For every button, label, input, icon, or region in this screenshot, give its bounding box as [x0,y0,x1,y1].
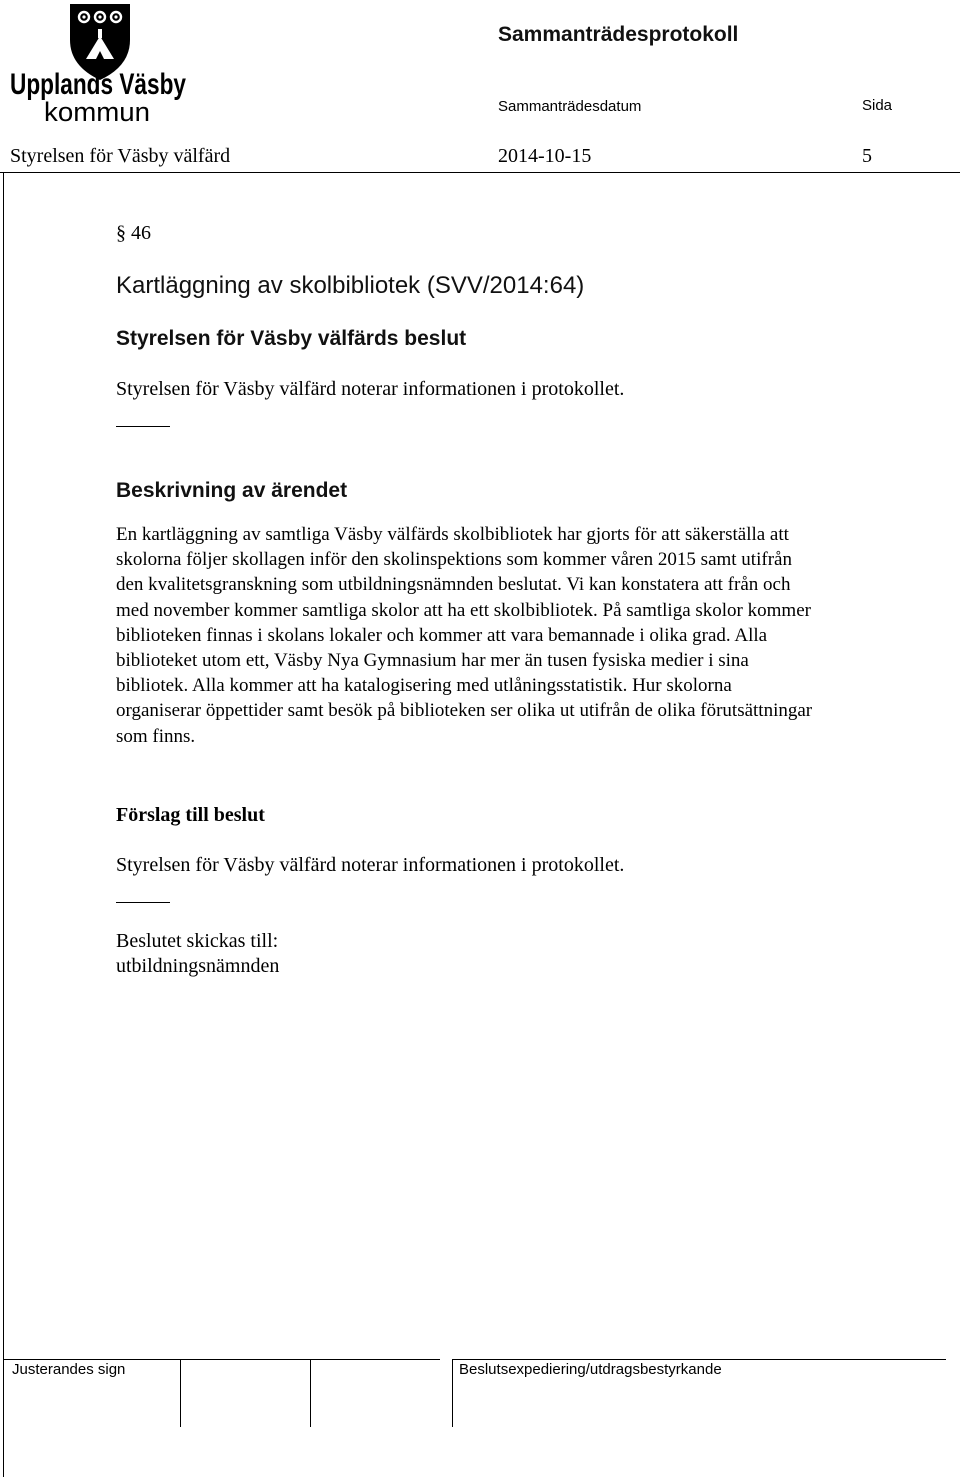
section-divider [116,426,170,427]
signature-box-divider [452,1359,453,1427]
description-line: organiserar öppettider samt besök på biblioteken ser olika ut utifrån de olika förutsättningar [116,700,813,722]
description-line: med november kommer samtliga skolor att ha ett skolbibliotek. På samtliga skolor kommer [116,599,811,621]
sent-to-label: Beslutet skickas till: [116,930,279,952]
logo-name-line2: kommun [44,97,150,127]
footer-rule [452,1359,946,1360]
logo-name-line1: Upplands Väsby [10,68,187,101]
proposal-text: Styrelsen för Väsby välfärd noterar informationen i protokollet. [116,854,625,876]
frame-left-rule [3,172,4,1477]
decision-text: Styrelsen för Väsby välfärd noterar informationen i protokollet. [116,378,625,400]
description-line: skolorna följer skollagen inför den skolinspektions som kommer våren 2015 samt utifrån [116,549,792,571]
description-line: som finns. [116,725,196,747]
description-body [116,522,936,749]
coat-of-arms-icon [8,2,188,127]
description-line: En kartläggning av samtliga Väsby välfärds skolbibliotek har gjorts för att säkerställa att [116,524,789,545]
decision-heading: Styrelsen för Väsby välfärds beslut [116,327,467,350]
board-name: Styrelsen för Väsby välfärd [10,145,231,167]
meeting-date-label: Sammanträdesdatum [498,98,642,115]
paragraph-number: § 46 [116,222,151,244]
signature-box-divider [310,1359,311,1427]
page-label: Sida [862,97,893,114]
description-line: bibliotek. Alla kommer att ha katalogisering med utlåningsstatistik. Hur skolorna [116,675,732,697]
sent-to-recipient: utbildningsnämnden [116,955,280,977]
document-title: Sammanträdesprotokoll [498,23,739,46]
municipality-logo [8,2,188,127]
page-number: 5 [862,145,872,167]
expedition-label: Beslutsexpediering/utdragsbestyrkande [459,1361,722,1378]
proposal-heading: Förslag till beslut [116,804,265,826]
description-line: biblioteken finnas i skolans lokaler och kommer att vara bemannade i olika grad. Alla [116,624,768,646]
signature-box-divider [180,1359,181,1427]
description-line: den kvalitetsgranskning som utbildningsnämnden beslutat. Vi kan konstatera att från och [116,574,791,596]
case-title: Kartläggning av skolbibliotek (SVV/2014:64) [116,272,585,299]
description-line: biblioteket utom ett, Väsby Nya Gymnasium har mer än tusen fysiska medier i sina [116,650,749,672]
footer-rule [4,1359,440,1360]
description-heading: Beskrivning av ärendet [116,479,348,502]
frame-top-rule [0,172,960,173]
signature-label: Justerandes sign [12,1361,126,1378]
section-divider [116,902,170,903]
meeting-date: 2014-10-15 [498,145,592,167]
